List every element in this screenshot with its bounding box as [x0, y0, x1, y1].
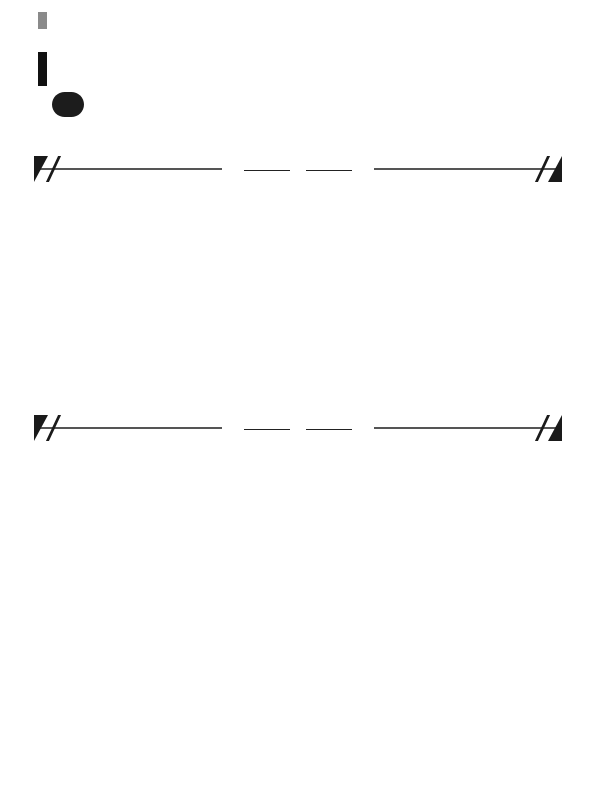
quick-answer-banner	[34, 156, 562, 182]
title-bar-mark	[38, 52, 47, 86]
paper-title-row	[38, 52, 59, 86]
header-square-mark	[38, 12, 47, 29]
answer-badge	[52, 92, 84, 117]
detail-banner	[34, 415, 562, 441]
exam-header	[38, 12, 57, 29]
